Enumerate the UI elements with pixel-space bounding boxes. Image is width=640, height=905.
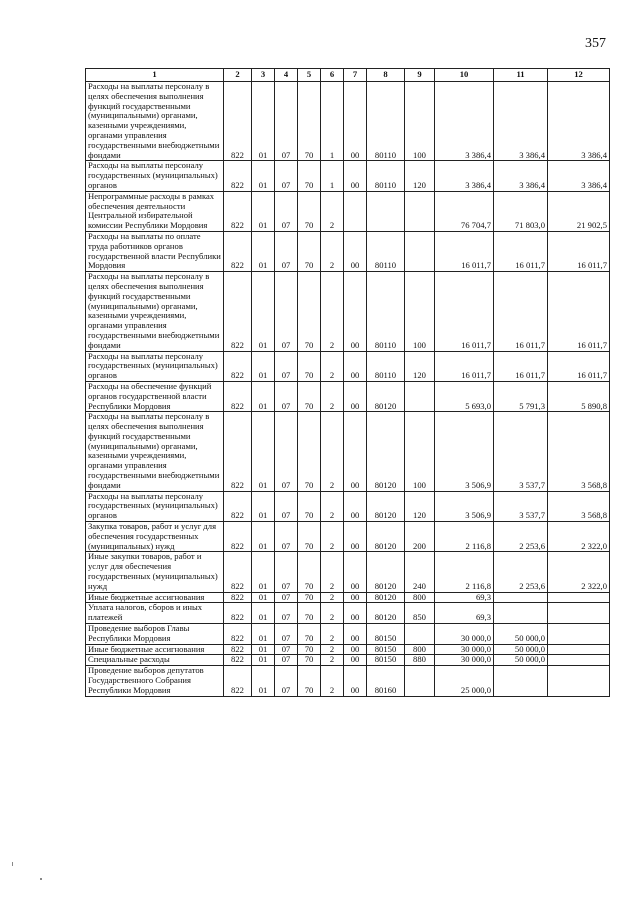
row-cell: 822 xyxy=(224,161,252,191)
header-cell: 5 xyxy=(298,69,321,82)
row-cell: 1 xyxy=(321,161,344,191)
row-cell: 70 xyxy=(298,161,321,191)
table-row xyxy=(86,655,610,666)
row-cell: 3 386,4 xyxy=(548,161,610,191)
row-cell: 16 011,7 xyxy=(435,351,494,381)
row-cell: 2 xyxy=(321,655,344,666)
row-cell: 01 xyxy=(252,592,275,603)
table-row xyxy=(86,82,610,161)
row-cell: 30 000,0 xyxy=(435,655,494,666)
row-cell: 70 xyxy=(298,272,321,351)
row-cell: 00 xyxy=(344,161,367,191)
row-name-cell: Специальные расходы xyxy=(86,655,224,666)
row-cell: 07 xyxy=(275,412,298,491)
scan-mark xyxy=(12,862,13,866)
row-cell: 01 xyxy=(252,603,275,624)
row-cell: 2 xyxy=(321,272,344,351)
row-cell: 07 xyxy=(275,491,298,521)
row-cell: 120 xyxy=(405,351,435,381)
row-cell xyxy=(494,592,548,603)
row-cell: 30 000,0 xyxy=(435,644,494,655)
row-name-cell: Расходы на выплаты персоналу в целях обеспечения выполнения функций государственными (муниципальными) органами, казенными учреждениями, органами управления государственными внебюджетными фондами xyxy=(86,272,224,351)
row-cell: 80120 xyxy=(367,603,405,624)
row-cell: 2 253,6 xyxy=(494,522,548,552)
row-name-cell: Проведение выборов депутатов Государственного Собрания Республики Мордовия xyxy=(86,666,224,696)
row-cell: 822 xyxy=(224,624,252,645)
row-cell: 69,3 xyxy=(435,592,494,603)
row-cell: 822 xyxy=(224,603,252,624)
row-cell: 3 537,7 xyxy=(494,491,548,521)
row-cell: 822 xyxy=(224,552,252,592)
row-cell: 880 xyxy=(405,655,435,666)
row-cell: 07 xyxy=(275,191,298,231)
row-cell: 07 xyxy=(275,272,298,351)
row-cell xyxy=(405,666,435,696)
row-cell: 822 xyxy=(224,412,252,491)
row-cell: 2 xyxy=(321,351,344,381)
row-cell: 80110 xyxy=(367,161,405,191)
row-cell: 00 xyxy=(344,272,367,351)
row-cell: 69,3 xyxy=(435,603,494,624)
row-cell: 01 xyxy=(252,272,275,351)
row-cell: 00 xyxy=(344,381,367,411)
row-cell: 70 xyxy=(298,624,321,645)
header-cell: 11 xyxy=(494,69,548,82)
header-cell: 8 xyxy=(367,69,405,82)
row-cell: 2 116,8 xyxy=(435,522,494,552)
row-cell: 2 xyxy=(321,644,344,655)
row-cell: 80120 xyxy=(367,381,405,411)
header-cell: 2 xyxy=(224,69,252,82)
row-cell: 5 791,3 xyxy=(494,381,548,411)
row-cell xyxy=(344,191,367,231)
row-cell: 00 xyxy=(344,552,367,592)
row-cell xyxy=(405,191,435,231)
row-name-cell: Расходы на выплаты персоналу в целях обеспечения выполнения функций государственными (муниципальными) органами, казенными учреждениями, органами управления государственными внебюджетными фондами xyxy=(86,82,224,161)
row-cell: 16 011,7 xyxy=(494,351,548,381)
row-name-cell: Закупка товаров, работ и услуг для обеспечения государственных (муниципальных) нужд xyxy=(86,522,224,552)
row-cell: 16 011,7 xyxy=(435,272,494,351)
row-cell: 50 000,0 xyxy=(494,655,548,666)
row-cell: 70 xyxy=(298,412,321,491)
row-cell: 07 xyxy=(275,351,298,381)
row-cell: 71 803,0 xyxy=(494,191,548,231)
row-name-cell: Расходы на выплаты по оплате труда работников органов государственной власти Республики Мордовия xyxy=(86,231,224,271)
row-cell: 16 011,7 xyxy=(548,231,610,271)
row-cell: 07 xyxy=(275,381,298,411)
table-header-row xyxy=(86,69,610,82)
row-cell: 70 xyxy=(298,82,321,161)
row-cell: 07 xyxy=(275,624,298,645)
row-cell: 07 xyxy=(275,82,298,161)
row-cell: 2 xyxy=(321,552,344,592)
budget-table xyxy=(85,68,610,697)
row-cell: 3 568,8 xyxy=(548,491,610,521)
row-cell: 2 xyxy=(321,381,344,411)
row-cell: 2 xyxy=(321,412,344,491)
row-name-cell: Расходы на выплаты персоналу государственных (муниципальных) органов xyxy=(86,351,224,381)
row-cell: 80110 xyxy=(367,82,405,161)
row-cell: 1 xyxy=(321,82,344,161)
row-cell: 30 000,0 xyxy=(435,624,494,645)
row-cell: 50 000,0 xyxy=(494,644,548,655)
row-cell: 3 386,4 xyxy=(548,82,610,161)
row-name-cell: Иные закупки товаров, работ и услуг для обеспечения государственных (муниципальных) нужд xyxy=(86,552,224,592)
row-cell: 01 xyxy=(252,522,275,552)
table-row xyxy=(86,412,610,491)
row-cell: 07 xyxy=(275,655,298,666)
table-row xyxy=(86,522,610,552)
row-cell: 07 xyxy=(275,644,298,655)
row-cell: 00 xyxy=(344,624,367,645)
table-row xyxy=(86,592,610,603)
row-cell xyxy=(494,666,548,696)
row-cell: 2 253,6 xyxy=(494,552,548,592)
row-cell xyxy=(548,592,610,603)
row-cell: 120 xyxy=(405,491,435,521)
row-cell: 01 xyxy=(252,381,275,411)
table-row xyxy=(86,552,610,592)
row-cell: 70 xyxy=(298,655,321,666)
row-cell: 70 xyxy=(298,592,321,603)
row-cell: 2 xyxy=(321,231,344,271)
row-cell: 2 322,0 xyxy=(548,522,610,552)
table-row xyxy=(86,666,610,696)
row-cell xyxy=(548,655,610,666)
page-number: 357 xyxy=(585,36,606,51)
header-cell: 1 xyxy=(86,69,224,82)
row-cell: 100 xyxy=(405,82,435,161)
row-cell: 80120 xyxy=(367,592,405,603)
row-cell: 2 xyxy=(321,522,344,552)
row-cell: 01 xyxy=(252,552,275,592)
row-cell: 850 xyxy=(405,603,435,624)
row-cell: 3 506,9 xyxy=(435,412,494,491)
row-cell: 822 xyxy=(224,491,252,521)
row-name-cell: Расходы на выплаты персоналу в целях обеспечения выполнения функций государственными (муниципальными) органами, казенными учреждениями, органами управления государственными внебюджетными фондами xyxy=(86,412,224,491)
table-row xyxy=(86,161,610,191)
row-cell: 70 xyxy=(298,644,321,655)
row-cell: 3 568,8 xyxy=(548,412,610,491)
row-cell: 01 xyxy=(252,412,275,491)
row-name-cell: Расходы на обеспечение функций органов государственной власти Республики Мордовия xyxy=(86,381,224,411)
row-cell: 00 xyxy=(344,412,367,491)
row-cell: 70 xyxy=(298,351,321,381)
row-cell: 800 xyxy=(405,644,435,655)
row-cell: 100 xyxy=(405,272,435,351)
row-cell: 2 xyxy=(321,191,344,231)
row-cell: 3 386,4 xyxy=(435,82,494,161)
row-cell: 25 000,0 xyxy=(435,666,494,696)
table-row xyxy=(86,644,610,655)
row-cell xyxy=(494,603,548,624)
row-cell: 2 xyxy=(321,666,344,696)
row-name-cell: Проведение выборов Главы Республики Мордовия xyxy=(86,624,224,645)
row-cell: 07 xyxy=(275,666,298,696)
table-row xyxy=(86,624,610,645)
row-cell: 80110 xyxy=(367,231,405,271)
row-cell: 2 116,8 xyxy=(435,552,494,592)
row-cell: 07 xyxy=(275,603,298,624)
row-cell: 80110 xyxy=(367,272,405,351)
row-cell: 5 693,0 xyxy=(435,381,494,411)
table-row xyxy=(86,191,610,231)
row-cell: 800 xyxy=(405,592,435,603)
row-name-cell: Уплата налогов, сборов и иных платежей xyxy=(86,603,224,624)
row-cell: 3 386,4 xyxy=(435,161,494,191)
row-cell: 00 xyxy=(344,592,367,603)
row-cell: 822 xyxy=(224,82,252,161)
row-cell: 822 xyxy=(224,231,252,271)
row-cell: 3 386,4 xyxy=(494,161,548,191)
row-cell: 200 xyxy=(405,522,435,552)
row-cell: 80120 xyxy=(367,412,405,491)
header-cell: 9 xyxy=(405,69,435,82)
row-cell: 16 011,7 xyxy=(548,351,610,381)
row-cell: 01 xyxy=(252,655,275,666)
row-cell: 07 xyxy=(275,552,298,592)
table-row xyxy=(86,351,610,381)
row-cell: 01 xyxy=(252,491,275,521)
row-cell: 00 xyxy=(344,603,367,624)
row-cell: 01 xyxy=(252,644,275,655)
row-cell: 822 xyxy=(224,272,252,351)
row-cell: 00 xyxy=(344,522,367,552)
row-cell: 01 xyxy=(252,82,275,161)
row-cell: 80120 xyxy=(367,491,405,521)
row-cell: 70 xyxy=(298,603,321,624)
table-body xyxy=(86,82,610,697)
row-cell: 80150 xyxy=(367,624,405,645)
row-cell xyxy=(548,644,610,655)
row-cell: 2 xyxy=(321,491,344,521)
row-name-cell: Расходы на выплаты персоналу государственных (муниципальных) органов xyxy=(86,491,224,521)
row-name-cell: Иные бюджетные ассигнования xyxy=(86,644,224,655)
row-cell: 80160 xyxy=(367,666,405,696)
row-cell: 07 xyxy=(275,592,298,603)
row-cell: 2 xyxy=(321,592,344,603)
row-cell: 70 xyxy=(298,191,321,231)
row-cell: 76 704,7 xyxy=(435,191,494,231)
row-cell: 3 506,9 xyxy=(435,491,494,521)
row-cell: 21 902,5 xyxy=(548,191,610,231)
row-cell: 00 xyxy=(344,491,367,521)
row-cell: 16 011,7 xyxy=(494,231,548,271)
header-cell: 7 xyxy=(344,69,367,82)
row-cell xyxy=(405,231,435,271)
row-cell xyxy=(548,666,610,696)
row-cell: 822 xyxy=(224,191,252,231)
row-cell: 01 xyxy=(252,666,275,696)
row-cell: 01 xyxy=(252,191,275,231)
row-cell: 822 xyxy=(224,351,252,381)
table-row xyxy=(86,603,610,624)
row-cell: 70 xyxy=(298,552,321,592)
row-cell: 00 xyxy=(344,231,367,271)
row-cell: 00 xyxy=(344,666,367,696)
row-cell: 240 xyxy=(405,552,435,592)
row-cell: 00 xyxy=(344,655,367,666)
row-cell: 70 xyxy=(298,381,321,411)
row-cell: 80120 xyxy=(367,522,405,552)
table-row xyxy=(86,381,610,411)
row-cell: 822 xyxy=(224,381,252,411)
row-cell: 70 xyxy=(298,666,321,696)
table-row xyxy=(86,231,610,271)
row-cell: 80150 xyxy=(367,644,405,655)
row-cell: 16 011,7 xyxy=(494,272,548,351)
table-row xyxy=(86,272,610,351)
row-cell: 5 890,8 xyxy=(548,381,610,411)
row-cell: 80120 xyxy=(367,552,405,592)
row-cell xyxy=(548,624,610,645)
row-cell: 822 xyxy=(224,644,252,655)
row-cell: 07 xyxy=(275,522,298,552)
row-cell: 80110 xyxy=(367,351,405,381)
row-cell xyxy=(367,191,405,231)
scan-mark xyxy=(40,878,42,880)
row-cell xyxy=(548,603,610,624)
row-cell: 16 011,7 xyxy=(435,231,494,271)
row-cell: 120 xyxy=(405,161,435,191)
row-cell: 2 322,0 xyxy=(548,552,610,592)
row-name-cell: Расходы на выплаты персоналу государственных (муниципальных) органов xyxy=(86,161,224,191)
row-cell: 01 xyxy=(252,231,275,271)
row-cell: 01 xyxy=(252,161,275,191)
row-cell: 822 xyxy=(224,592,252,603)
row-cell: 70 xyxy=(298,491,321,521)
row-cell: 07 xyxy=(275,231,298,271)
row-cell: 3 537,7 xyxy=(494,412,548,491)
header-cell: 4 xyxy=(275,69,298,82)
row-cell: 80150 xyxy=(367,655,405,666)
row-cell xyxy=(405,381,435,411)
row-cell: 01 xyxy=(252,351,275,381)
row-cell: 3 386,4 xyxy=(494,82,548,161)
row-cell: 00 xyxy=(344,644,367,655)
row-cell: 822 xyxy=(224,655,252,666)
row-cell: 2 xyxy=(321,603,344,624)
header-cell: 10 xyxy=(435,69,494,82)
row-cell: 822 xyxy=(224,666,252,696)
row-name-cell: Непрограммные расходы в рамках обеспечения деятельности Центральной избирательной комиссии Республики Мордовия xyxy=(86,191,224,231)
row-cell: 16 011,7 xyxy=(548,272,610,351)
row-cell: 00 xyxy=(344,82,367,161)
table-row xyxy=(86,491,610,521)
row-cell xyxy=(405,624,435,645)
row-cell: 70 xyxy=(298,522,321,552)
header-cell: 6 xyxy=(321,69,344,82)
row-cell: 822 xyxy=(224,522,252,552)
row-cell: 07 xyxy=(275,161,298,191)
row-cell: 2 xyxy=(321,624,344,645)
row-cell: 50 000,0 xyxy=(494,624,548,645)
row-cell: 70 xyxy=(298,231,321,271)
row-cell: 100 xyxy=(405,412,435,491)
row-cell: 00 xyxy=(344,351,367,381)
header-cell: 3 xyxy=(252,69,275,82)
row-name-cell: Иные бюджетные ассигнования xyxy=(86,592,224,603)
header-cell: 12 xyxy=(548,69,610,82)
row-cell: 01 xyxy=(252,624,275,645)
